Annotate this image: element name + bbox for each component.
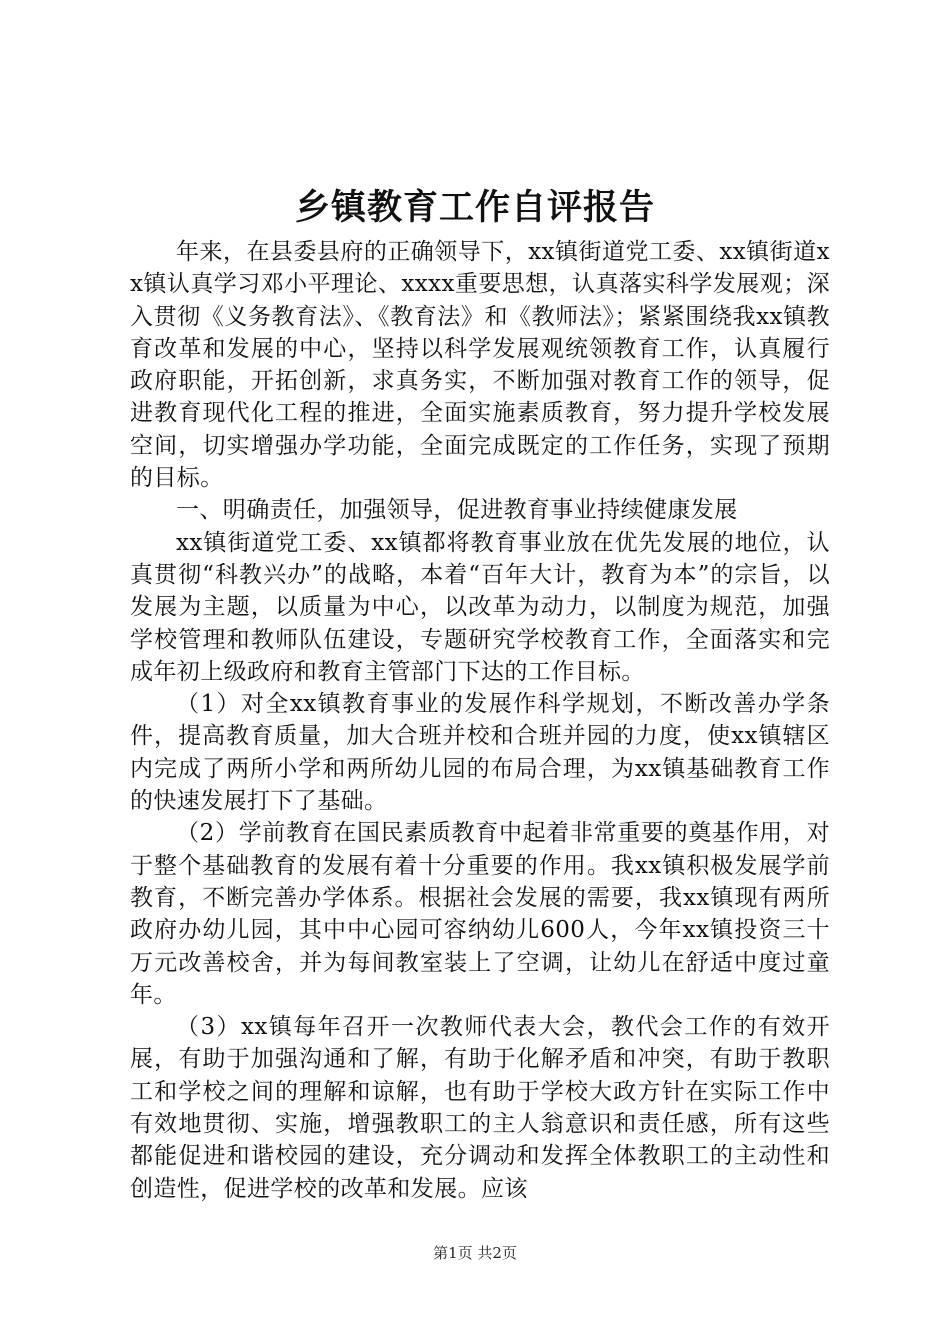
item-paragraph-1: （1）对全xx镇教育事业的发展作科学规划，不断改善办学条件，提高教育质量，加大合班并校和合班并园的力度，使xx镇辖区内完成了两所小学和两所幼儿园的布局合理，为xx镇基础教育工作的快速发展打下了基础。 [130,691,830,815]
section-heading: 一、明确责任，加强领导，促进教育事业持续健康发展 [176,497,738,524]
intro-paragraph: 年来，在县委县府的正确领导下，xx镇街道党工委、xx镇街道xx镇认真学习邓小平理论、xxxx重要思想，认真落实科学发展观；深入贯彻《义务教育法》、《教育法》和《教师法》；紧紧围绕我xx镇教育改革和发展的中心，坚持以科学发展观统领教育工作，认真履行政府职能，开拓创新，求真务实，不断加强对教育工作的领导，促进教育现代化工程的推进，全面实施素质教育，努力提升学校发展空间，切实增强办学功能，全面完成既定的工作任务，实现了预期的目标。 [130,239,830,492]
item-paragraph-3: （3）xx镇每年召开一次教师代表大会，教代会工作的有效开展，有助于加强沟通和了解，有助于化解矛盾和冲突，有助于教职工和学校之间的理解和谅解，也有助于学校大政方针在实际工作中有效地贯彻、实施，增强教职工的主人翁意识和责任感，所有这些都能促进和谐校园的建设，充分调动和发挥全体教职工的主动性和创造性，促进学校的改革和发展。应该 [130,1014,830,1202]
item-paragraph-2: （2）学前教育在国民素质教育中起着非常重要的奠基作用，对于整个基础教育的发展有着十分重要的作用。我xx镇积极发展学前教育，不断完善办学体系。根据社会发展的需要，我xx镇现有两所政府办幼儿园，其中中心园可容纳幼儿600人，今年xx镇投资三十万元改善校舍，并为每间教室装上了空调，让幼儿在舒适中度过童年。 [130,820,830,1008]
document-body [130,236,830,1205]
body-paragraph: xx镇街道党工委、xx镇都将教育事业放在优先发展的地位，认真贯彻“科教兴办”的战略，本着“百年大计，教育为本”的宗旨，以发展为主题，以质量为中心，以改革为动力，以制度为规范，加强学校管理和教师队伍建设，专题研究学校教育工作，全面落实和完成年初上级政府和教育主管部门下达的工作目标。 [130,529,830,685]
document-title: 乡镇教育工作自评报告 [294,187,655,228]
page-number-footer: 第1页 共2页 [433,1244,517,1262]
